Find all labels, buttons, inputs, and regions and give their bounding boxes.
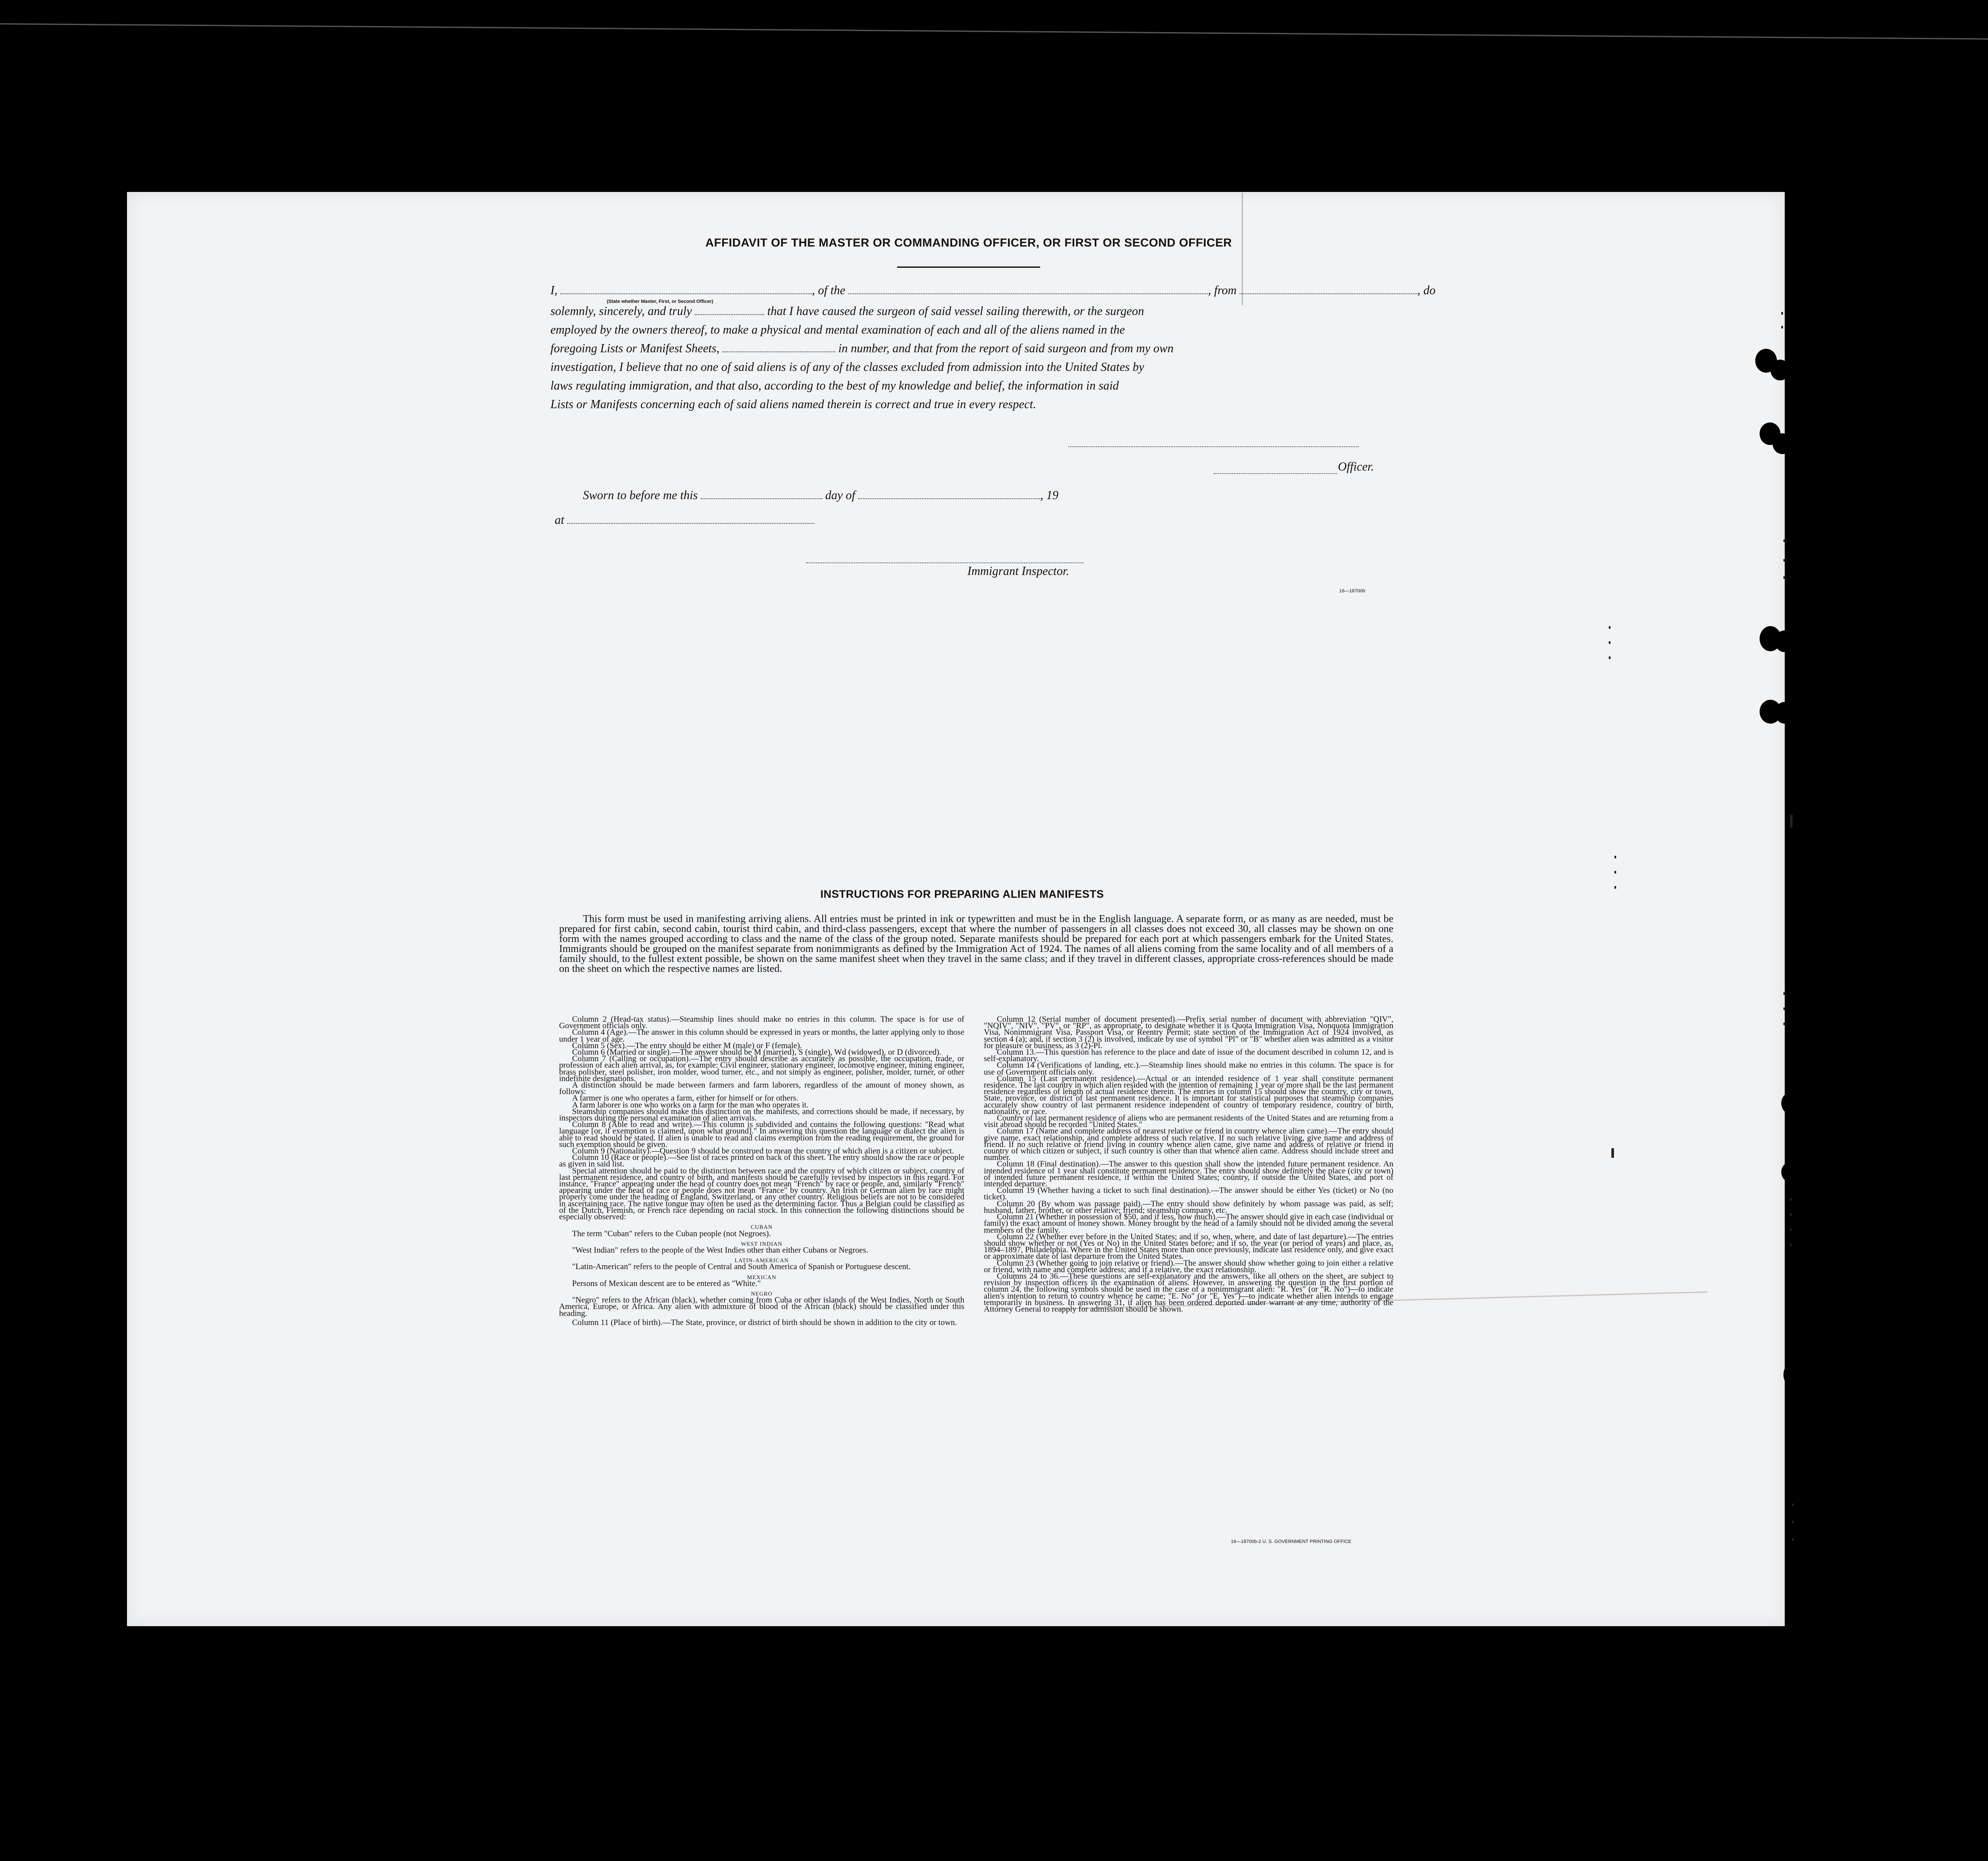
punch-hole <box>1781 1161 1803 1183</box>
race-distinction-note: Special attention should be paid to the distinction between race and the country of which citizen or subject, country of last permanent residence, and country of birth, and manifests should be carefully revised by inspectors in this regard. For instance, "France" appearing under the head of country does not mean "French" by race or people, and, similarly "French" appearing under the head of race or people does not mean "France" by country. An Irish or German alien by race might properly come under the heading of England, Switzerland, or any other country. Religious beliefs are not to be considered in ascertaining race. The native tongue may often be used as the determining factor. Thus a Belgian could be classified as of the Dutch, Flemish, or French race depending on racial stock. In this connection the following distinctions should be especially observed: <box>559 1166 964 1222</box>
punch-hole <box>1781 1092 1802 1114</box>
speck <box>1792 1521 1794 1523</box>
text: I, <box>550 284 558 297</box>
speck <box>1609 656 1611 659</box>
col-11-note: Column 11 (Place of birth).—The State, province, or district of birth should be shown in addition to the city or town. <box>572 1318 957 1327</box>
speck <box>1783 539 1785 542</box>
race-heading: LATIN-AMERICAN <box>734 1257 789 1264</box>
farmer-definition: A farmer is one who operates a farm, either for himself or for others. <box>572 1094 798 1103</box>
speck <box>1609 641 1611 644</box>
day-blank[interactable] <box>701 490 822 499</box>
instructions-intro: This form must be used in manifesting arriving aliens. All entries must be printed in ink or typewritten and must be in the English language. A separate form, or as many as are needed, must be prepared for first cabin, second cabin, tourist third cabin, and third-class passengers, except that where the number of passengers in all classes does not exceed 30, all classes may be shown on one form with the names grouped according to class and the name of the class of the group noted. Separate manifests should be prepared for each port at which passengers embark for the United States. Immigrants should be grouped on the manifest separate from nonimmigrants as defined by the Immigration Act of 1924. The names of all aliens coming from the same locality and of all members of a family should, to the fullest extent possible, be shown on the same manifest sheet when they travel in the same class; and if they travel in different classes, appropriate cross-references should be made on the sheet on which the respective names are listed. <box>559 913 1393 974</box>
farmer-distinction: A distinction should be made between farmers and farm laborers, regardless of the amount of money shown, as follows: <box>559 1081 964 1097</box>
place-blank[interactable] <box>567 514 814 524</box>
speck <box>1781 312 1783 315</box>
affidavit-line-5: investigation, I believe that no one of said aliens is of any of the classes excluded from admission into the United States by <box>550 361 1144 374</box>
col-22-note: Column 22 (Whether ever before in the United States; and if so, when, where, and date of last departure).—The entries should show whether or not (Yes or No) in the United States before; and if so, the year (or period of years) and place, as, 1894–1897, Philadelphia. Where in the United States more than once previously, indicate last residence only, and give exact or approximate date of last departure from the United States. <box>984 1232 1393 1261</box>
race-definition: "Negro" refers to the African (black), whether coming from Cuba or other islands of the West Indies, North or South America, Europe, or Africa. Any alien with admixture of blood of the African (black) should be classified under this heading. <box>559 1296 964 1318</box>
col-8-note: Column 8 (Able to read and write).—This column is subdivided and contains the following questions: "Read what language [or, if exemption is claimed, upon what ground]." In answering this question the language or dialect the alien is able to read should be stated. If alien is unable to read and claims exemption from the reading requirement, the ground for such exemption should be given. <box>559 1120 964 1149</box>
instructions-right-column <box>984 1016 1393 1312</box>
race-heading: CUBAN <box>751 1224 773 1231</box>
text: Sworn to before me this <box>583 489 698 502</box>
col-24-36-note: Columns 24 to 36.—These questions are self-explanatory and the answers, like all others on the sheet, are subject to revision by inspection officers in the examination of aliens. However, in answering the question in the first portion of column 24, the following symbols should be used in the case of a nonimmigrant alien: "R. Yes" (or "R. No")—to indicate alien's intention to return to country whence he came; "E. No" (or "E. Yes")—to indicate whether alien intends to engage temporarily in business. In answering 31, if alien has been ordered deported under warrant at any time, authority of the Attorney General to reapply for admission should be shown. <box>984 1271 1393 1314</box>
speck <box>1614 856 1616 858</box>
speck <box>1792 1504 1794 1506</box>
text: , from <box>1208 284 1237 297</box>
punch-hole <box>1783 1363 1802 1387</box>
speck <box>1790 815 1793 828</box>
text: that I have caused the surgeon of said vessel sailing therewith, or the surgeon <box>767 305 1144 318</box>
speck <box>1609 626 1611 629</box>
col-9-note: Column 9 (Nationality).—Question 9 should be construed to mean the country of which alien is a citizen or subject. <box>572 1146 954 1156</box>
inspector-signature-line[interactable] <box>806 562 1083 563</box>
text: , do <box>1417 284 1436 297</box>
title-rule <box>897 266 1040 268</box>
punch-hole <box>1775 702 1794 724</box>
speck <box>1781 326 1783 328</box>
text: at <box>555 513 564 527</box>
instructions-left-column <box>559 1016 964 1326</box>
col-2-note: Column 2 (Head-tax status).—Steamship lines should make no entries in this column. The space is for use of Government officials only. <box>559 1015 964 1031</box>
col-17-note: Column 17 (Name and complete address of nearest relative or friend in country whence alien came).—The entry should give name, exact relationship, and complete address of such relative. If no such relative living, give name and address of friend. If no such relative or friend living in country whence alien came, give name and address of relative or friend in country of which citizen or subject, if such country is other than that whence alien came. Address should include street and number. <box>984 1127 1393 1163</box>
sheet-count-blank[interactable] <box>722 343 835 352</box>
instructions-title: INSTRUCTIONS FOR PREPARING ALIEN MANIFESTS <box>820 888 1104 900</box>
printing-office-code: 16—18700b-2 U. S. GOVERNMENT PRINTING OFFICE <box>1231 1539 1351 1544</box>
col-13-note: Column 13.—This question has reference to the place and date of issue of the document described in column 12, and is self-explanatory. <box>984 1048 1393 1064</box>
col-4-note: Column 4 (Age).—The answer in this column should be expressed in years or months, the latter applying only to those under 1 year of age. <box>559 1028 964 1044</box>
rank-note: (State whether Master, First, or Second Officer) <box>607 299 713 304</box>
farm-laborer-definition: A farm laborer is one who works on a farm for the man who operates it. <box>572 1100 809 1110</box>
race-definition: "West Indian" refers to the people of the West Indies other than either Cubans or Negroes. <box>572 1245 869 1255</box>
affidavit-line-4 <box>550 342 1174 356</box>
speck <box>1790 1244 1792 1246</box>
speck <box>1790 1213 1792 1216</box>
text: foregoing Lists or Manifest Sheets, <box>550 342 720 355</box>
affidavit-line-3: employed by the owners thereof, to make a physical and mental examination of each and all of the aliens named in the <box>550 323 1125 337</box>
speck <box>1614 886 1616 889</box>
affidavit-title: AFFIDAVIT OF THE MASTER OR COMMANDING OFFICER, OR FIRST OR SECOND OFFICER <box>705 236 1232 249</box>
col-6-note: Column 6 (Married or single).—The answer should be M (married), S (single), Wd (widowed), or D (divorced). <box>572 1048 941 1057</box>
col-15-note: Column 15 (Last permanent residence).—Actual or an intended residence of 1 year shall constitute permanent residence. The last country in which alien resided with the intention of remaining 1 year or more shall be the last permanent residence regardless of length of actual residence therein. The entries in column 15 should show the country, city or town, State, province, or district of last permanent residence. It is important for statistical purposes that steamship companies accurately show country of last permanent residence independent of country of temporary residence, country of birth, nationality, or race. <box>984 1074 1393 1116</box>
col-19-note: Column 19 (Whether having a ticket to such final destination).—The answer should be either Yes (ticket) or No (no ticket). <box>984 1186 1393 1202</box>
speck <box>1790 1228 1792 1231</box>
col-18-note: Column 18 (Final destination).—The answer to this question shall show the intended future permanent residence. An intended residence of 1 year shall constitute permanent residence. The entry should show definitely the place (city or town) of intended future permanent residence, if within the United States; country, if outside the United States, and port of intended departure. <box>984 1159 1393 1189</box>
punch-hole <box>1770 360 1790 380</box>
punch-hole <box>1786 1430 1804 1452</box>
text: , of the <box>812 284 846 297</box>
speck <box>1783 992 1785 995</box>
col-20-note: Column 20 (By whom was passage paid).—The entry should show definitely by whom passage was paid, as self; husband, father, brother, or other relative; friend; steamship company, etc. <box>984 1199 1393 1215</box>
punch-hole <box>1775 630 1794 652</box>
race-definition: "Latin-American" refers to the people of Central and South America of Spanish or Portuguese descent. <box>572 1262 911 1272</box>
corrections-note: Steamship companies should make this distinction on the manifests, and corrections should be made, if necessary, by inspectors during the personal examination of alien arrivals. <box>559 1107 964 1123</box>
month-blank[interactable] <box>858 490 1040 499</box>
col-12-note: Column 12 (Serial number of document presented).—Prefix serial number of document with abbreviation "QIV", "NQIV", "NIV", "PV", or "RP", as appropriate, to designate whether it is Quota Immigration Visa, Nonquota Immigration Visa, Nonimmigrant Visa, Passport Visa, or Reentry Permit; state section of the Immigration Act of 1924 involved, as section 4 (a); and, if section 3 (2) is involved, indicate by use of symbol "Pl" or "B" whether alien was admitted as a visitor for pleasure or business, as 3 (2)-Pl. <box>984 1015 1393 1050</box>
col-14-note: Column 14 (Verifications of landing, etc.).—Steamship lines should make no entries in this column. The space is for use of Government officials only. <box>984 1061 1393 1077</box>
col-7-note: Column 7 (Calling or occupation).—The entry should describe as accurately as possible, the occupation, trade, or profession of each alien arrival, as, for example: Civil engineer, stationary engineer, locomotive engineer, mining engineer, brass polisher, steel polisher, iron molder, wood turner, etc., and not simply as engineer, polisher, molder, turner, or other indefinite designations. <box>559 1054 964 1083</box>
col-23-note: Column 23 (Whether going to join relative or friend).—The answer should show whether going to join either a relative or friend, with name and complete address; and if a relative, the exact relationship. <box>984 1258 1393 1274</box>
speck <box>1792 1538 1794 1541</box>
race-heading: WEST INDIAN <box>741 1240 783 1247</box>
race-heading: MEXICAN <box>747 1273 777 1280</box>
signature-line[interactable] <box>1068 445 1359 447</box>
col-5-note: Column 5 (Sex).—The entry should be either M (male) or F (female). <box>572 1041 802 1050</box>
sworn-line <box>583 489 1058 503</box>
text: solemnly, sincerely, and truly <box>550 305 692 318</box>
text: day of <box>825 489 856 502</box>
affidavit-line-6: laws regulating immigration, and that also, according to the best of my knowledge and belief, the information in said <box>550 379 1119 393</box>
speck <box>1611 1148 1614 1158</box>
at-line <box>555 513 814 527</box>
speck <box>1783 576 1785 579</box>
race-definition: Persons of Mexican descent are to be entered as "White." <box>572 1279 761 1288</box>
speck <box>1783 1007 1785 1010</box>
affidavit-line-2 <box>550 305 1144 318</box>
col-21-note: Column 21 (Whether in possession of $50, and if less, how much).—The answer should give in each case (individual or family) the exact amount of money shown. Money brought by the head of a family should not be divided among the several members of the family. <box>984 1212 1393 1235</box>
speck <box>1614 871 1616 874</box>
race-definition: The term "Cuban" refers to the Cuban people (not Negroes). <box>572 1229 771 1238</box>
officer-signature-line[interactable] <box>1214 472 1337 474</box>
vessel-blank[interactable] <box>848 285 1208 294</box>
officer-rank-blank[interactable] <box>560 285 812 294</box>
inspector-label: Immigrant Inspector. <box>967 565 1069 578</box>
port-blank[interactable] <box>1240 285 1417 294</box>
punch-hole <box>1773 433 1792 454</box>
text: , 19 <box>1040 489 1059 502</box>
speck <box>1783 559 1785 562</box>
race-heading: NEGRO <box>751 1290 773 1297</box>
officer-label: Officer. <box>1338 460 1374 474</box>
top-edge-line <box>0 0 1988 65</box>
text: in number, and that from the report of said surgeon and from my own <box>838 342 1174 355</box>
returning-residents-note: Country of last permanent residence of aliens who are permanent residents of the United States and are returning from a visit abroad should be recorded "United States." <box>984 1114 1393 1130</box>
oath-blank[interactable] <box>695 305 764 315</box>
speck <box>1790 1198 1792 1201</box>
form-code: 16—18700b <box>1339 588 1365 594</box>
col-10-note: Column 10 (Race or people).—See list of races printed on back of this sheet. The entry should show the race or people as given in said list. <box>559 1153 964 1169</box>
speck <box>1783 1023 1785 1025</box>
affidavit-line-7: Lists or Manifests concerning each of said aliens named therein is correct and true in every respect. <box>550 398 1036 411</box>
affidavit-line-1 <box>550 284 1435 298</box>
